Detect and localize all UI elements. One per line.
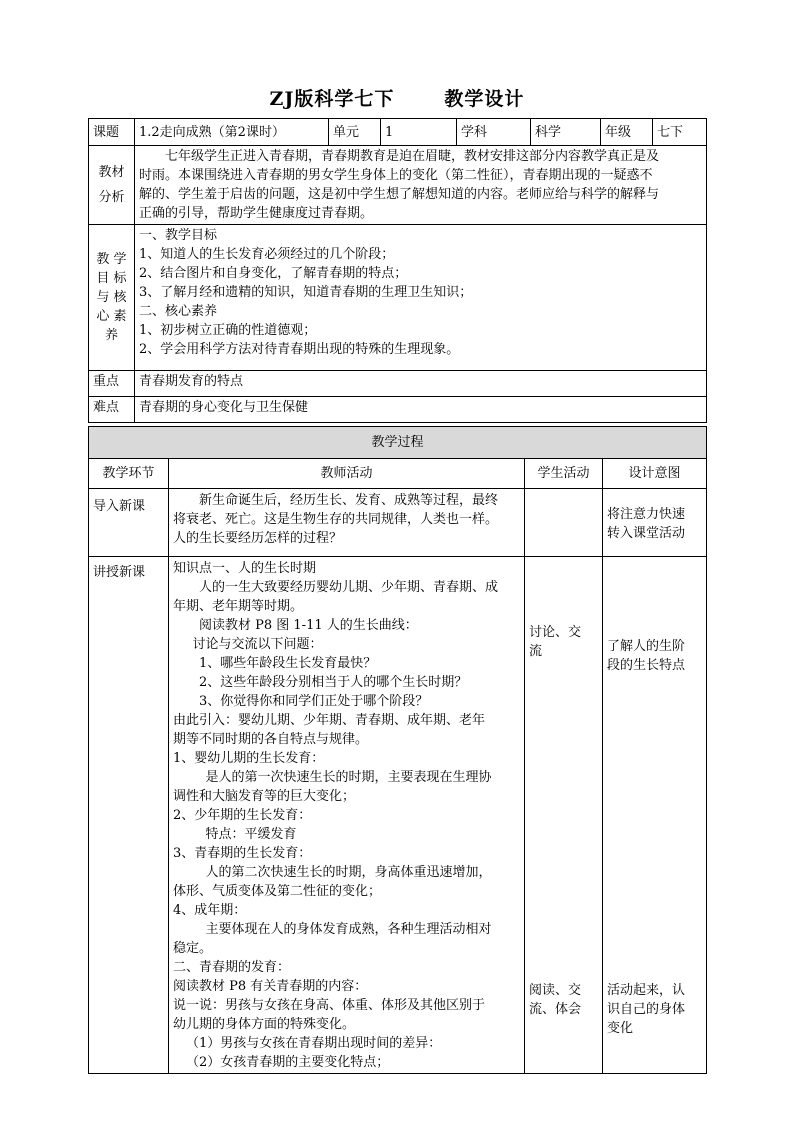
header-teacher: 教师活动 — [169, 459, 525, 489]
main-student-activity — [525, 557, 603, 1074]
document-title — [0, 84, 794, 111]
difficulty-label: 难点 — [89, 397, 135, 423]
title-left: ZJ版科学七下 — [269, 88, 395, 110]
key-row — [89, 371, 707, 397]
course-row — [89, 119, 707, 146]
analysis-label: 教材 分析 — [89, 146, 135, 225]
header-student: 学生活动 — [525, 459, 603, 489]
subject-label: 学科 — [457, 119, 531, 146]
student-activity-read: 阅读、交 流、体会 — [529, 983, 582, 1017]
analysis-text: 七年级学生正进入青春期，青春期教育是迫在眉睫，教材安排这部分内容教学真正是及 时雨。本课围绕进入青春期的男女学生身体上的变化（第二性征），青春期出现的一疑惑不 解的、学生羞于启齿的问题，这是初中学生想了解想知道的内容。老师应给与科学的解释与 正确的引导，帮助学生健康度过青春期。 — [135, 146, 707, 225]
intro-stage: 导入新课 — [89, 489, 169, 557]
main-intent — [603, 557, 707, 1074]
goals-row — [89, 225, 707, 371]
process-table — [88, 426, 707, 1074]
subject-value: 科学 — [531, 119, 601, 146]
intent-stages: 了解人的生阶 段的生长特点 — [607, 639, 686, 673]
grade-value: 七下 — [653, 119, 707, 146]
course-value: 1.2走向成熟（第2课时） — [135, 119, 329, 146]
main-teacher-activity: 知识点一、人的生长时期 人的一生大致要经历婴幼儿期、少年期、青春期、成 年期、老年期等时期。 阅读教材 P8 图 1-11 人的生长曲线： 讨论与交流以下问题： 1、哪些年龄段生长发育最快？ 2、这些年龄段分别相当于人的哪个生长时期？ 3、你觉得你和同学们正处于哪个阶段？ 由此引入：婴幼儿期、少年期、青春期、成年期、老年 期等不同时期的各自特点与规律。 1、婴幼儿期的生长发育： 是人的第一次快速生长的时期，主要表现在生理协 调性和大脑发育等的巨大变化； 2、少年期的生长发育： 特点：平缓发育 3、青春期的生长发育： 人的第二次快速生长的时期，身高体重迅速增加， 体形、气质变体及第二性征的变化； 4、成年期： 主要体现在人的身体发育成熟，各种生理活动相对 稳定。 二、青春期的发育： 阅读教材 P8 有关青春期的内容： 说一说：男孩与女孩在身高、体重、体形及其他区别于 幼儿期的身体方面的特殊变化。 （1）男孩与女孩在青春期出现时间的差异： （2）女孩青春期的主要变化特点； — [169, 557, 525, 1074]
title-right: 教学设计 — [444, 88, 525, 110]
difficulty-text: 青春期的身心变化与卫生保健 — [135, 397, 707, 423]
intro-intent: 将注意力快速 转入课堂活动 — [603, 489, 707, 557]
unit-value: 1 — [381, 119, 457, 146]
goals-text: 一、教学目标 1、知道人的生长发育必须经过的几个阶段； 2、结合图片和自身变化，了解青春期的特点； 3、了解月经和遗精的知识，知道青春期的生理卫生知识； 二、核心素养 1、初步树立正确的性道德观； 2、学会用科学方法对待青春期出现的特殊的生理现象。 — [135, 225, 707, 371]
process-title-row — [89, 427, 707, 459]
intro-student-activity — [525, 489, 603, 557]
process-header-row — [89, 459, 707, 489]
key-text: 青春期发育的特点 — [135, 371, 707, 397]
difficulty-row — [89, 397, 707, 423]
grade-label: 年级 — [601, 119, 653, 146]
main-stage: 讲授新课 — [89, 557, 169, 1074]
intro-row — [89, 489, 707, 557]
course-label: 课题 — [89, 119, 135, 146]
intent-body-change: 活动起来，认 识自己的身体 变化 — [607, 983, 686, 1036]
goals-label: 教 学 目 标 与 核 心 素 养 — [89, 225, 135, 371]
lesson-info-table — [88, 118, 707, 423]
main-row — [89, 557, 707, 1074]
analysis-row — [89, 146, 707, 225]
header-stage: 教学环节 — [89, 459, 169, 489]
header-intent: 设计意图 — [603, 459, 707, 489]
unit-label: 单元 — [329, 119, 381, 146]
process-title: 教学过程 — [89, 427, 707, 459]
intro-teacher-activity: 新生命诞生后，经历生长、发育、成熟等过程，最终 将衰老、死亡。这是生物生存的共同规律，人类也一样。 人的生长要经历怎样的过程？ — [169, 489, 525, 557]
student-activity-discuss: 讨论、交 流 — [529, 625, 582, 659]
key-label: 重点 — [89, 371, 135, 397]
